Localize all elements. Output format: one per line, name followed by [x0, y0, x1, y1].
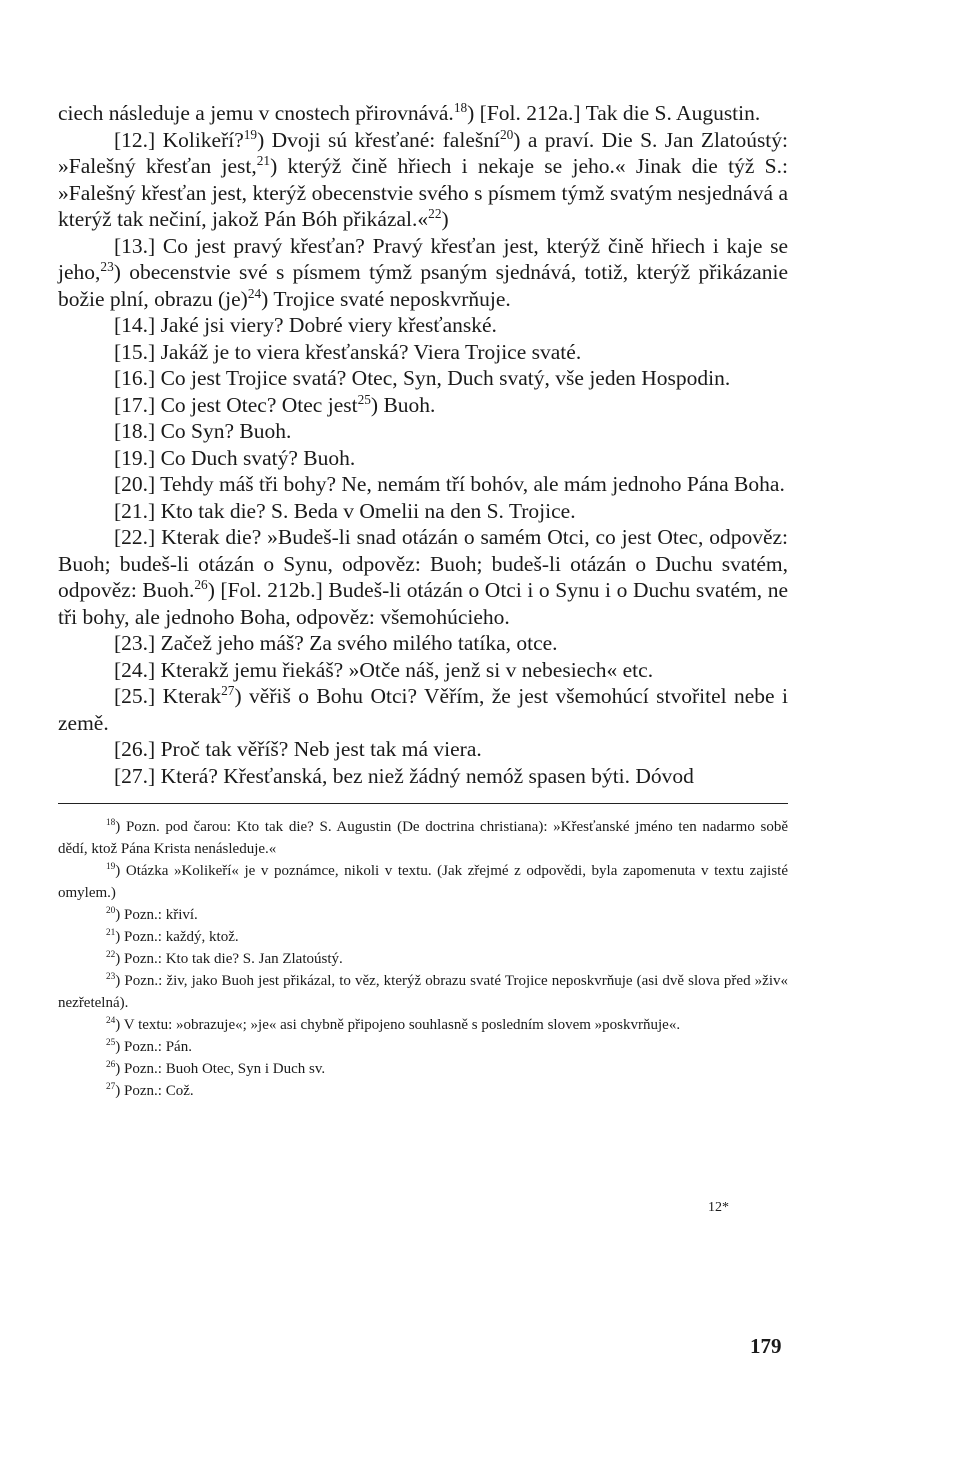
- footnote-number: 27: [106, 1082, 116, 1092]
- footnote-text: ) V textu: »obrazuje«; »je« asi chybně připojeno souhlasně s posledním slovem »poskvrňuje«.: [115, 1017, 681, 1033]
- footnote: [58, 1080, 788, 1102]
- paragraph: [58, 763, 788, 790]
- footnote-text: ) Pozn.: živ, jako Buoh jest přikázal, to věz, kterýž obrazu svaté Trojice neposkvrňuje (asi dvě slova před »živ« nezřetelná).: [58, 973, 788, 1011]
- footnote: [58, 926, 788, 948]
- footnote-number: 19: [106, 862, 116, 872]
- footnote-ref: 19: [243, 126, 258, 142]
- text-run: ) [Fol. 212b.] Budeš-li otázán o Otci i o Synu i o Duchu svatém, ne tři bohy, ale jednoho Boha, odpověz: všemohúcieho.: [58, 578, 788, 629]
- text-run: ) Trojice svaté neposkvrňuje.: [261, 286, 511, 311]
- text-run: [16.] Co jest Trojice svatá? Otec, Syn, Duch svatý, vše jeden Hospodin.: [114, 366, 731, 390]
- footnote-ref: 22: [428, 205, 442, 221]
- footnote-ref: 25: [357, 391, 371, 407]
- text-run: ) kterýž čině hřiech i nekaje se jeho.« Jinak die týž S.: »Falešný křesťan jest, kterýž obecenstvie svého s písmem týmž svatým nesjednává a kterýž tak nečiní, jakož Pán Bóh přikázal.«: [58, 154, 788, 231]
- text-run: [17.] Co jest Otec? Otec jest: [114, 392, 358, 417]
- footnote: [58, 970, 788, 1014]
- footnote: [58, 816, 788, 860]
- footnote-number: 21: [106, 928, 116, 938]
- footnote-text: ) Pozn.: Kto tak die? S. Jan Zlatoústý.: [115, 951, 343, 967]
- text-run: [18.] Co Syn? Buoh.: [114, 419, 292, 443]
- page-number: 179: [750, 1334, 782, 1358]
- paragraph: [58, 524, 788, 630]
- paragraph: [58, 365, 788, 392]
- footnote: [58, 1014, 788, 1036]
- footnote-ref: 26: [194, 576, 208, 592]
- footnote-ref: 18: [453, 99, 468, 115]
- footnote: [58, 904, 788, 926]
- footnote-text: ) Pozn.: každý, ktož.: [115, 929, 239, 945]
- footnote-text: ) Pozn.: křiví.: [115, 907, 198, 923]
- text-run: [23.] Začež jeho máš? Za svého milého tatíka, otce.: [114, 631, 558, 655]
- footnote-number: 24: [106, 1016, 116, 1026]
- text-run: [24.] Kterakž jemu řiekáš? »Otče náš, jenž si v nebesiech« etc.: [114, 657, 654, 682]
- footnote-number: 26: [106, 1060, 116, 1070]
- text-run: [12.] Kolikeří?: [114, 127, 244, 152]
- footnote-text: ) Pozn. pod čarou: Kto tak die? S. Augustin (De doctrina christiana): »Křesťanské jméno ten nadarmo sobě dědí, ktož Pána Krista nenásleduje.«: [58, 819, 788, 857]
- footnote-ref: 24: [247, 285, 262, 301]
- paragraph: [58, 100, 788, 127]
- footnote-text: ) Pozn.: Což.: [115, 1083, 194, 1099]
- footnotes: [58, 816, 788, 1102]
- footnote: [58, 1058, 788, 1080]
- paragraph: [58, 683, 788, 736]
- footnote-text: ) Pozn.: Buoh Otec, Syn i Duch sv.: [115, 1061, 326, 1077]
- footnote-number: 22: [106, 950, 116, 960]
- footnote: [58, 860, 788, 904]
- paragraph: [58, 630, 788, 657]
- paragraph: [58, 312, 788, 339]
- text-run: ) věřiš o Bohu Otci? Věřím, že jest všemohúcí stvořitel nebe i země.: [58, 684, 788, 735]
- footnote-number: 25: [106, 1038, 116, 1048]
- paragraph: [58, 445, 788, 472]
- footnote-ref: 23: [100, 258, 114, 274]
- text-run: ) Dvoji sú křesťané: falešní: [257, 127, 500, 152]
- text-run: ) Buoh.: [370, 392, 436, 417]
- footnote-ref: 20: [499, 126, 514, 142]
- footnote-number: 20: [106, 906, 116, 916]
- footnote-number: 18: [106, 818, 116, 828]
- printer-signature: 12*: [708, 1200, 729, 1215]
- text-run: [27.] Která? Křesťanská, bez niež žádný nemóž spasen býti. Dóvod: [114, 763, 694, 788]
- text-run: [25.] Kterak: [114, 684, 222, 708]
- footnote-rule: [58, 803, 788, 804]
- paragraph: [58, 498, 788, 525]
- paragraph: [58, 392, 788, 419]
- text-run: ): [441, 207, 449, 231]
- footnote: [58, 1036, 788, 1058]
- text-run: [13.] Co jest pravý křesťan? Pravý křesťan jest, kterýž čině hřiech i kaje se jeho,: [58, 233, 788, 284]
- text-run: ) obecenstvie své s písmem týmž psaným sjednává, totiž, kterýž přikázanie božie plní, obrazu (je): [58, 260, 788, 311]
- text-run: [21.] Kto tak die? S. Beda v Omelii na den S. Trojice.: [114, 498, 576, 523]
- main-text: [58, 100, 788, 789]
- text-run: ) [Fol. 212a.] Tak die S. Augustin.: [467, 101, 761, 125]
- footnote: [58, 948, 788, 970]
- footnote-ref: 27: [221, 682, 235, 698]
- text-run: [22.] Kterak die? »Budeš-li snad otázán o samém Otci, co jest Otec, odpověz: Buoh; budeš-li otázán o Synu, odpověz: Buoh; budeš-li otázán o Duchu svatém, odpověz: Buoh.: [58, 525, 788, 602]
- page-body: [58, 100, 788, 1102]
- paragraph: [58, 127, 788, 233]
- paragraph: [58, 736, 788, 763]
- text-run: ) a praví. Die S. Jan Zlatoústý: »Falešný křesťan jest,: [58, 127, 789, 178]
- text-run: [26.] Proč tak věříš? Neb jest tak má viera.: [114, 737, 482, 761]
- text-run: ciech následuje a jemu v cnostech přirovnává.: [58, 101, 454, 125]
- text-run: [15.] Jakáž je to viera křesťanská? Viera Trojice svaté.: [114, 339, 582, 364]
- text-run: [14.] Jaké jsi viery? Dobré viery křesťanské.: [114, 313, 497, 337]
- footnote-text: ) Pozn.: Pán.: [115, 1039, 192, 1055]
- footnote-ref: 21: [256, 152, 271, 168]
- paragraph: [58, 418, 788, 445]
- paragraph: [58, 339, 788, 366]
- footnote-text: ) Otázka »Kolikeří« je v poznámce, nikoli v textu. (Jak zřejmé z odpovědi, byla zapomenuta v textu zajisté omylem.): [58, 863, 788, 901]
- paragraph: [58, 471, 788, 498]
- paragraph: [58, 233, 788, 313]
- paragraph: [58, 657, 788, 684]
- text-run: [19.] Co Duch svatý? Buoh.: [114, 445, 356, 470]
- footnote-number: 23: [106, 972, 116, 982]
- text-run: [20.] Tehdy máš tři bohy? Ne, nemám tří bohóv, ale mám jednoho Pána Boha.: [114, 472, 785, 496]
